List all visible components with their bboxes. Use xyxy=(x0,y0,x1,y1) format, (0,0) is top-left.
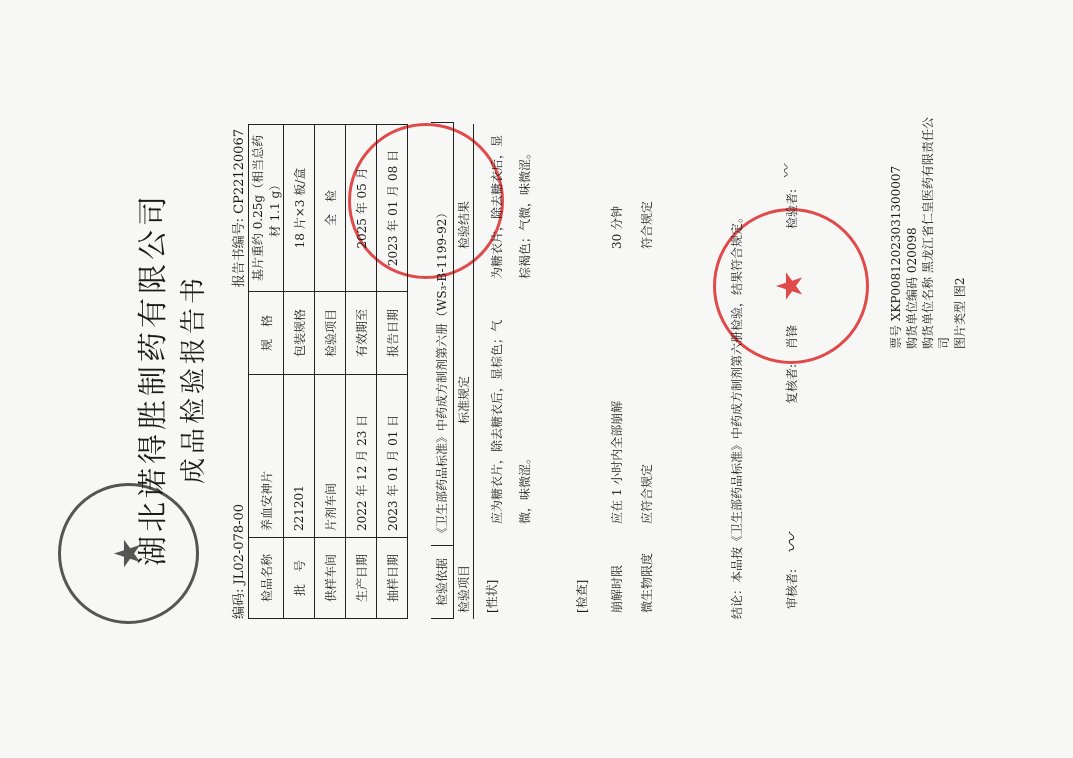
header-standard: 标准规定 xyxy=(457,375,471,424)
cell-value: 2023 年 01 月 08 日 xyxy=(377,125,408,292)
cell-value: 养血安神片 xyxy=(249,375,284,538)
company-name: 湖北诺得胜制药有限公司 xyxy=(136,192,171,566)
conclusion: 结论：本品按《卫生部药品标准》中药成方制剂第六册检验，结果符合规定。 xyxy=(730,210,744,619)
info-table xyxy=(248,124,408,619)
report-title: 成品检验报告书 xyxy=(179,274,209,485)
basis-label: 检验依据 xyxy=(431,545,453,618)
cell-value: 221201 xyxy=(284,375,315,538)
cell-value: 基片重约 0.25g（相当总药材 1.1 g） xyxy=(249,125,284,292)
invoice-line: 购货单位编码 020098 xyxy=(905,227,919,349)
item-name: [性状] xyxy=(485,579,499,613)
inspector-label: 检验者: xyxy=(785,188,799,229)
cell-label: 检品名称 xyxy=(249,538,284,619)
header-item: 检验项目 xyxy=(457,564,471,613)
table-row xyxy=(377,125,408,619)
header-result: 检验结果 xyxy=(457,200,471,249)
item-standard: 应为糖衣片，除去糖衣后，显棕色；气微，味微涩。 xyxy=(490,319,532,524)
item-name: 微生物限度 xyxy=(640,552,654,613)
table-row xyxy=(315,125,346,619)
table-row xyxy=(346,125,377,619)
approver-label: 审核者: xyxy=(785,568,799,609)
cell-label: 规 格 xyxy=(249,292,284,375)
item-name: 崩解时限 xyxy=(610,564,624,613)
cell-label: 抽样日期 xyxy=(377,538,408,619)
reviewer-label: 复核者: xyxy=(785,363,799,404)
basis-value: 《卫生部药品标准》中药成方制剂第六册（WS₃-B-1199-92） xyxy=(435,206,449,539)
cell-value: 2025 年 05 月 xyxy=(346,125,377,292)
cell-label: 报告日期 xyxy=(377,292,408,375)
cell-value: 2023 年 01 月 01 日 xyxy=(377,375,408,538)
approver-signature: 〰 xyxy=(780,534,804,554)
inspector-signature: 〰 xyxy=(779,165,795,179)
document-code: 编码: JL02-078-00 xyxy=(232,503,247,619)
results-header xyxy=(453,124,474,619)
report-number: 报告书编号: CP22120067 xyxy=(232,129,247,288)
table-row xyxy=(284,125,315,619)
item-standard: 应符合规定 xyxy=(640,463,654,524)
invoice-block xyxy=(888,109,968,349)
receiver-seal-stamp-2: ★ xyxy=(713,208,869,364)
cell-label: 包装规格 xyxy=(284,292,315,375)
cell-value: 2022 年 12 月 23 日 xyxy=(346,375,377,538)
reviewer-name: 肖锋 xyxy=(785,324,799,349)
cell-value: 全 检 xyxy=(315,125,346,292)
report-document xyxy=(38,109,1038,649)
cell-value: 片剂车间 xyxy=(315,375,346,538)
cell-value: 18 片×3 板/盒 xyxy=(284,125,315,292)
cell-label: 供样车间 xyxy=(315,538,346,619)
inspection-basis xyxy=(431,122,454,619)
item-result: 30 分钟 xyxy=(610,205,624,249)
cell-label: 生产日期 xyxy=(346,538,377,619)
item-result: 符合规定 xyxy=(640,200,654,249)
cell-label: 有效期至 xyxy=(346,292,377,375)
invoice-line: 购货单位名称 黑龙江省仁皇医药有限责任公司 xyxy=(921,117,951,349)
item-standard: 应在 1 小时内全部崩解 xyxy=(610,400,624,524)
invoice-line: 票号 XKP00812023031300007 xyxy=(889,165,903,349)
cell-label: 检验项目 xyxy=(315,292,346,375)
item-result: 为糖衣片，除去糖衣后，显棕褐色；气微，味微涩。 xyxy=(490,134,532,279)
invoice-line: 图片类型 图2 xyxy=(953,277,967,349)
quality-seal-stamp: ★ xyxy=(58,483,199,624)
cell-label: 批 号 xyxy=(284,538,315,619)
item-name: [检查] xyxy=(575,579,589,613)
table-row xyxy=(249,125,284,619)
